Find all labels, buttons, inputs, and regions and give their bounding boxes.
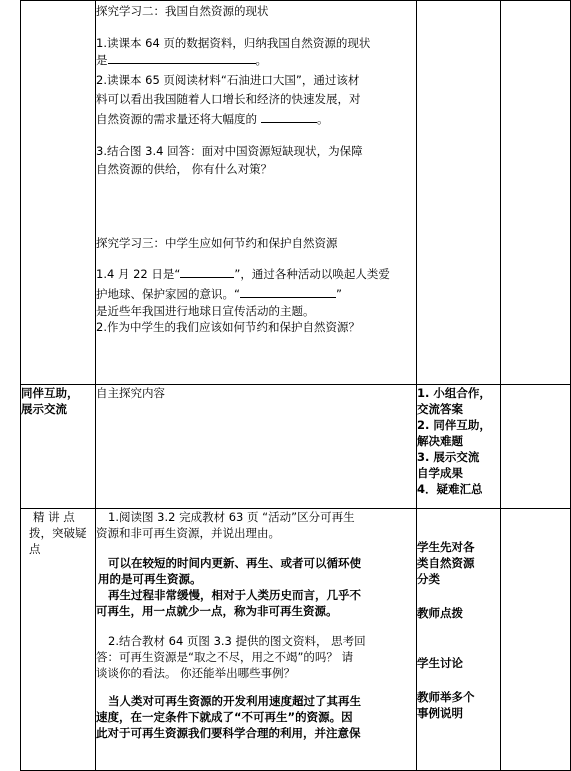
answer-line1: 当人类对可再生资源的开发利用速度超过了其再生 xyxy=(108,694,361,708)
row1-left-cell xyxy=(21,1,96,385)
answer-line3: 此对于可再生资源我们要科学合理的利用，并注意保 xyxy=(96,726,361,740)
question-1-line2: 是 。 xyxy=(96,53,267,67)
activity-line: 2. 同伴互助， xyxy=(417,418,491,432)
question-2-line1: 2.读课本 65 页阅读材料“石油进口大国”，通过该材 xyxy=(96,73,360,87)
activity-line: 4．疑难汇总 xyxy=(417,482,483,496)
row3-content-cell xyxy=(96,509,417,771)
renewable-definition-line1: 可以在较短的时间内更新、再生、或者可以循环使 xyxy=(108,556,361,570)
stage-label-line3: 点 xyxy=(29,542,41,556)
activity-1-line1: 1.阅读图 3.2 完成教材 63 页 “活动”区分可再生 xyxy=(108,510,355,524)
heading-exploration-3: 探究学习三：中学生应如何节约和保护自然资源 xyxy=(96,236,338,250)
stage-label-line1: 精 讲 点 xyxy=(33,510,75,524)
question-4-line2: 护地球、保护家园的意识。“ ” xyxy=(96,287,342,301)
activity-line: 事例说明 xyxy=(417,706,463,720)
activity-line: 学生先对各 xyxy=(417,540,475,554)
question-3-line2: 自然资源的供给， 你有什么对策？ xyxy=(96,162,273,176)
row2-activity-cell xyxy=(417,385,501,509)
heading-exploration-2: 探究学习二：我国自然资源的现状 xyxy=(96,4,269,18)
stage-label-line2: 展示交流 xyxy=(21,402,67,416)
activity-line: 1. 小组合作， xyxy=(417,386,491,400)
nonrenewable-definition-line1: 再生过程非常缓慢，相对于人类历史而言，几乎不 xyxy=(108,588,361,602)
activity-line: 交流答案 xyxy=(417,402,463,416)
activity-line: 学生讨论 xyxy=(417,656,463,670)
row1-activity-cell xyxy=(417,1,501,385)
activity-2-line3: 谈谈你的看法。 你还能举出哪些事例？ xyxy=(96,666,296,680)
table-row xyxy=(21,1,571,385)
row3-activity-cell xyxy=(417,509,501,771)
answer-blank[interactable] xyxy=(180,265,234,278)
table-row xyxy=(21,509,571,771)
activity-line: 3. 展示交流 xyxy=(417,450,480,464)
table-row xyxy=(21,385,571,509)
question-2-line3: 自然资源的需求量还将大幅度的 。 xyxy=(96,112,329,126)
answer-blank[interactable] xyxy=(108,51,256,64)
activity-1-line2: 资源和非可再生资源，并说出理由。 xyxy=(96,526,280,540)
row3-stage-cell xyxy=(21,509,96,771)
row2-notes-cell xyxy=(501,385,571,509)
nonrenewable-definition-line2: 可再生，用一点就少一点，称为非可再生资源。 xyxy=(96,604,338,618)
row2-content-cell xyxy=(96,385,417,509)
question-2-line2: 料可以看出我国随着人口增长和经济的快速发展，对 xyxy=(96,92,361,106)
activity-line: 类自然资源 xyxy=(417,556,475,570)
question-3-line1: 3.结合图 3.4 回答：面对中国资源短缺现状，为保障 xyxy=(96,144,363,158)
activity-line: 分类 xyxy=(417,572,440,586)
row1-notes-cell xyxy=(501,1,571,385)
lesson-plan-table xyxy=(20,0,571,771)
activity-line: 教师点拨 xyxy=(417,606,463,620)
row1-content-cell xyxy=(96,1,417,385)
question-1-line1: 1.读课本 64 页的数据资料，归纳我国自然资源的现状 xyxy=(96,36,371,50)
question-4-line3: 是近些年我国进行地球日宣传活动的主题。 xyxy=(96,304,315,318)
question-5: 2.作为中学生的我们应该如何节约和保护自然资源？ xyxy=(96,320,360,334)
section-title: 自主探究内容 xyxy=(96,386,165,400)
activity-line: 教师举多个 xyxy=(417,690,475,704)
activity-line: 解决难题 xyxy=(417,434,463,448)
stage-label-line2: 拨，突破疑 xyxy=(29,526,87,540)
stage-label-line1: 同伴互助， xyxy=(21,386,79,400)
row3-notes-cell xyxy=(501,509,571,771)
answer-blank[interactable] xyxy=(240,285,336,298)
answer-line2: 速度，在一定条件下就成了“不可再生”的资源。因 xyxy=(96,710,353,724)
activity-line: 自学成果 xyxy=(417,466,463,480)
activity-2-line2: 答：可再生资源是“取之不尽，用之不竭”的吗？ 请 xyxy=(96,650,354,664)
row2-stage-cell xyxy=(21,385,96,509)
activity-2-line1: 2.结合教材 64 页图 3.3 提供的图文资料， 思考回 xyxy=(108,634,366,648)
question-4-line1: 1.4 月 22 日是“ ”，通过各种活动以唤起人类爱 xyxy=(96,267,390,281)
answer-blank[interactable] xyxy=(261,110,317,123)
renewable-definition-line2: 用的是可再生资源。 xyxy=(98,572,202,586)
